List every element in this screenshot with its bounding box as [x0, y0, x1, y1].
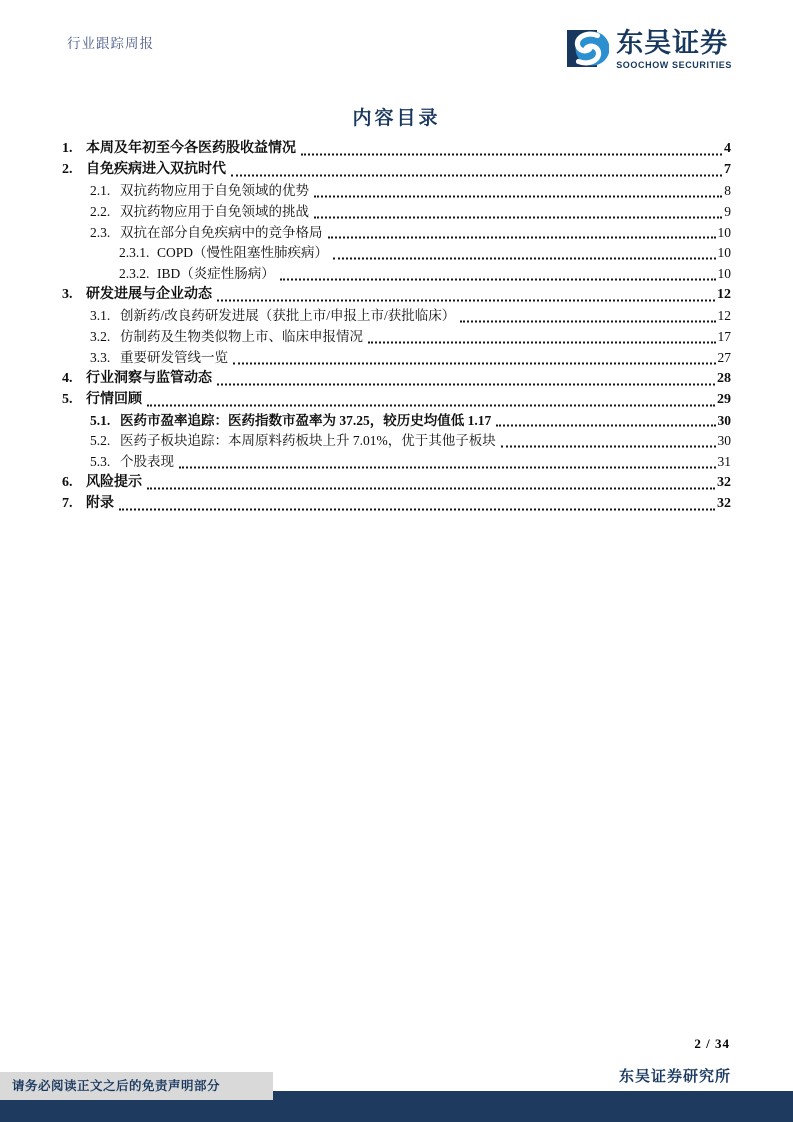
toc-entry-page: 9	[724, 203, 731, 219]
toc-entry-label: 双抗药物应用于自免领域的挑战	[120, 203, 309, 219]
toc-entry-label: IBD（炎症性肠病）	[157, 266, 275, 282]
dot-leader	[368, 323, 716, 344]
toc-entry-page: 32	[717, 475, 731, 491]
toc-entry-number: 2.3.1.	[119, 245, 150, 261]
toc-entry-page: 31	[717, 454, 731, 470]
dot-leader	[147, 385, 715, 406]
toc-entry-page: 10	[717, 224, 731, 240]
toc-entry-number: 5.	[62, 391, 73, 407]
dot-leader	[147, 469, 715, 490]
toc-entry-number: 2.2.	[90, 203, 111, 219]
toc-entry-page: 12	[717, 287, 731, 303]
dot-leader	[217, 364, 715, 385]
dot-leader	[501, 427, 716, 448]
dot-leader	[233, 343, 716, 364]
toc-entry-page: 27	[717, 349, 731, 365]
toc-entry-label: 研发进展与企业动态	[86, 287, 212, 303]
dot-leader	[460, 302, 715, 323]
toc-entry-label: 附录	[86, 496, 114, 512]
logo-name-en: SOOCHOW SECURITIES	[616, 60, 732, 71]
toc-entry-number: 3.3.	[90, 349, 111, 365]
toc-entry-number: 6.	[62, 475, 73, 491]
toc-entry-label: 本周及年初至今各医药股收益情况	[86, 141, 296, 156]
toc-entry-label: 双抗药物应用于自免领域的优势	[120, 182, 309, 198]
toc-entry-label: COPD（慢性阻塞性肺疾病）	[157, 245, 329, 261]
dot-leader	[179, 448, 716, 469]
soochow-logo	[567, 29, 732, 73]
disclaimer-box: 请务必阅读正文之后的免责声明部分	[0, 1072, 273, 1100]
toc-entry-number: 3.2.	[90, 329, 111, 345]
soochow-logo-text	[616, 29, 732, 70]
toc-entry-label: 医药子板块追踪：本周原料药板块上升 7.01%，优于其他子板块	[120, 433, 496, 449]
dot-leader	[217, 281, 715, 302]
toc-entry-page: 30	[717, 433, 731, 449]
toc-entry-number: 7.	[62, 496, 73, 512]
dot-leader	[328, 218, 716, 239]
toc-entry-label: 个股表现	[120, 454, 174, 470]
toc-entry-number: 5.3.	[90, 454, 111, 470]
toc-entry-label: 仿制药及生物类似物上市、临床申报情况	[120, 329, 363, 345]
toc-entry-page: 7	[724, 161, 731, 177]
toc-entry-page: 4	[724, 141, 731, 156]
report-type-label: 行业跟踪周报	[67, 36, 154, 51]
toc-entry-number: 2.3.	[90, 224, 111, 240]
toc-entry-number: 3.	[62, 287, 73, 303]
dot-leader	[496, 406, 715, 427]
toc-entry-number: 2.	[62, 161, 73, 177]
toc-entry-number: 2.3.2.	[119, 266, 150, 282]
dot-leader	[301, 135, 722, 156]
toc-entry-label: 行业洞察与监管动态	[86, 370, 212, 386]
toc-entry-label: 行情回顾	[86, 391, 142, 407]
toc-entry-page: 10	[717, 245, 731, 261]
toc-entry-number: 5.2.	[90, 433, 111, 449]
toc-entry-label: 创新药/改良药研发进展（获批上市/申报上市/获批临床）	[120, 308, 456, 324]
toc-entry-page: 10	[717, 266, 731, 282]
dot-leader	[280, 260, 716, 281]
toc-entry-page: 28	[717, 370, 731, 386]
page-indicator: 2 / 34	[694, 1036, 730, 1051]
toc-entry-page: 8	[724, 182, 731, 198]
dot-leader	[314, 176, 722, 197]
toc-entry-page: 29	[717, 391, 731, 407]
dot-leader	[333, 239, 715, 260]
toc-entry-page: 30	[717, 412, 731, 428]
toc-entry-page: 32	[717, 496, 731, 512]
toc-entry-label: 双抗在部分自免疾病中的竞争格局	[120, 224, 323, 240]
toc-entry-number: 1.	[62, 141, 73, 156]
toc-entry-label: 风险提示	[86, 475, 142, 491]
toc-entry[interactable]	[62, 494, 731, 515]
toc-entry-label: 自免疾病进入双抗时代	[86, 161, 226, 177]
research-institute-label: 东吴证券研究所	[618, 1069, 731, 1085]
toc-entry-page: 12	[717, 308, 731, 324]
toc-title: 内容目录	[352, 108, 441, 129]
toc-entry-number: 4.	[62, 370, 73, 386]
toc-entry-label: 医药市盈率追踪：医药指数市盈率为 37.25，较历史均值低 1.17	[120, 412, 492, 428]
table-of-contents	[62, 139, 731, 515]
toc-entry-number: 2.1.	[90, 182, 111, 198]
dot-leader	[231, 155, 722, 176]
soochow-logo-icon	[567, 29, 609, 73]
toc-entry-number: 5.1.	[90, 412, 111, 428]
dot-leader	[119, 490, 715, 511]
toc-entry-label: 重要研发管线一览	[120, 349, 228, 365]
toc-entry-number: 3.1.	[90, 308, 111, 324]
logo-name-cn: 东吴证券	[616, 28, 729, 58]
dot-leader	[314, 197, 722, 218]
toc-entry-page: 17	[717, 329, 731, 345]
